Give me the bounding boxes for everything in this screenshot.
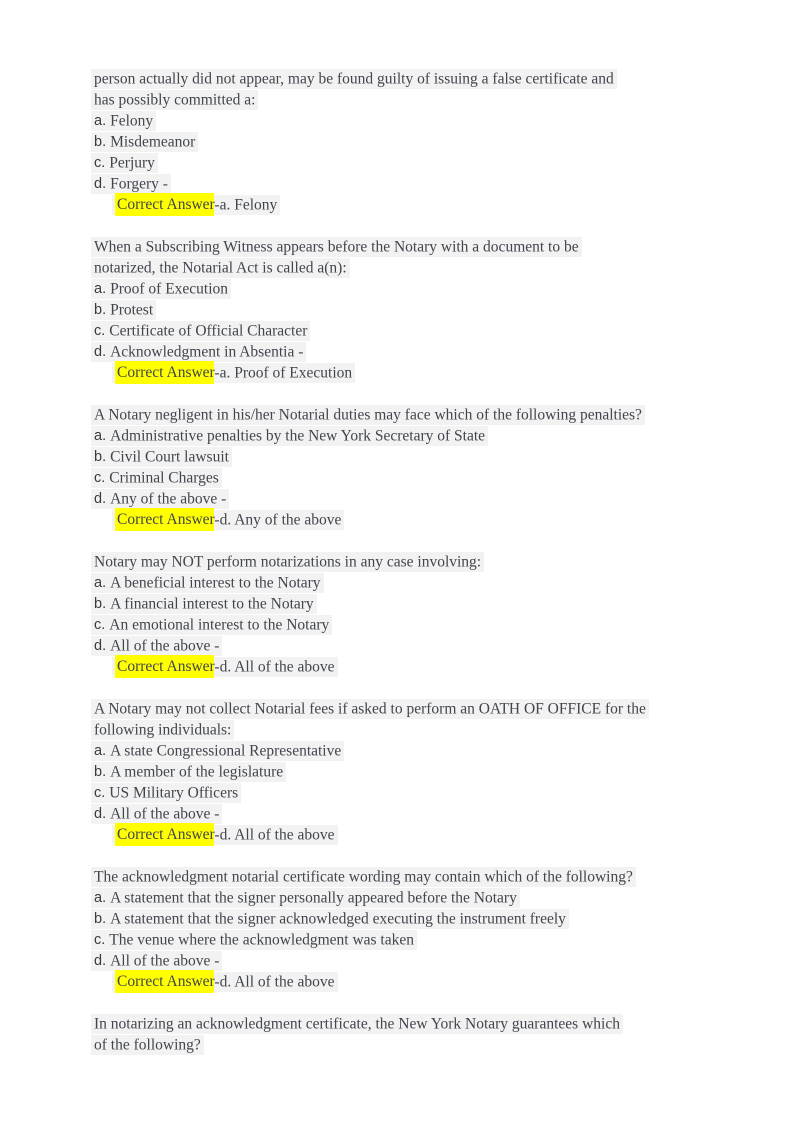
option-text: Administrative penalties by the New York Secretary of State bbox=[110, 427, 486, 444]
option-highlight bbox=[91, 909, 569, 929]
option-highlight bbox=[91, 804, 222, 824]
question-line bbox=[91, 68, 764, 89]
option-highlight bbox=[91, 174, 171, 194]
question-block bbox=[91, 551, 764, 677]
option-line bbox=[91, 908, 764, 929]
option-text: A statement that the signer acknowledged executing the instrument freely bbox=[110, 910, 566, 927]
question-text: notarized, the Notarial Act is called a(n): bbox=[91, 258, 350, 278]
option-highlight bbox=[91, 153, 158, 173]
option-line bbox=[91, 173, 764, 194]
question-text: A Notary may not collect Notarial fees if asked to perform an OATH OF OFFICE for the bbox=[91, 699, 649, 719]
question-block bbox=[91, 698, 764, 845]
option-text: All of the above - bbox=[110, 952, 220, 969]
question-line bbox=[91, 698, 764, 719]
answer-text: -d. All of the above bbox=[214, 826, 335, 843]
option-line bbox=[91, 614, 764, 635]
correct-answer-label: Correct Answer bbox=[115, 193, 214, 216]
option-line bbox=[91, 929, 764, 950]
option-letter: d. bbox=[94, 806, 107, 822]
option-highlight bbox=[91, 930, 417, 950]
option-highlight bbox=[91, 762, 286, 782]
option-line bbox=[91, 782, 764, 803]
option-letter: d. bbox=[94, 344, 107, 360]
option-line bbox=[91, 110, 764, 131]
question-text: In notarizing an acknowledgment certificate, the New York Notary guarantees which bbox=[91, 1014, 623, 1034]
answer-line bbox=[91, 362, 764, 383]
option-highlight bbox=[91, 132, 198, 152]
question-text: of the following? bbox=[91, 1035, 204, 1055]
answer-text: -d. All of the above bbox=[214, 658, 335, 675]
question-block bbox=[91, 1013, 764, 1055]
option-highlight bbox=[91, 321, 310, 341]
option-text: A state Congressional Representative bbox=[110, 742, 342, 759]
option-highlight bbox=[91, 573, 324, 593]
option-text: Protest bbox=[110, 301, 154, 318]
question-line bbox=[91, 89, 764, 110]
option-letter: d. bbox=[94, 491, 107, 507]
correct-answer-label: Correct Answer bbox=[115, 823, 214, 846]
option-letter: c. bbox=[94, 470, 106, 486]
option-letter: a. bbox=[94, 743, 107, 759]
option-letter: c. bbox=[94, 323, 106, 339]
option-letter: d. bbox=[94, 176, 107, 192]
option-line bbox=[91, 320, 764, 341]
question-text: Notary may NOT perform notarizations in any case involving: bbox=[91, 552, 484, 572]
option-highlight bbox=[91, 342, 306, 362]
option-highlight bbox=[91, 594, 317, 614]
option-highlight bbox=[91, 636, 222, 656]
option-line bbox=[91, 635, 764, 656]
option-text: Proof of Execution bbox=[110, 280, 229, 297]
option-highlight bbox=[91, 279, 231, 299]
option-highlight bbox=[91, 489, 229, 509]
option-letter: d. bbox=[94, 638, 107, 654]
answer-line bbox=[91, 656, 764, 677]
option-text: US Military Officers bbox=[109, 784, 239, 801]
option-text: Felony bbox=[110, 112, 154, 129]
option-text: A statement that the signer personally appeared before the Notary bbox=[110, 889, 517, 906]
option-line bbox=[91, 131, 764, 152]
option-letter: c. bbox=[94, 155, 106, 171]
question-text: A Notary negligent in his/her Notarial duties may face which of the following penalties? bbox=[91, 405, 645, 425]
option-text: Forgery - bbox=[110, 175, 168, 192]
option-line bbox=[91, 152, 764, 173]
option-letter: a. bbox=[94, 428, 107, 444]
question-line bbox=[91, 404, 764, 425]
question-block bbox=[91, 866, 764, 992]
option-highlight bbox=[91, 111, 156, 131]
answer-text: -a. Proof of Execution bbox=[214, 364, 353, 381]
answer-text: -d. Any of the above bbox=[214, 511, 342, 528]
option-text: Any of the above - bbox=[110, 490, 227, 507]
question-line bbox=[91, 1013, 764, 1034]
question-line bbox=[91, 257, 764, 278]
question-line bbox=[91, 1034, 764, 1055]
option-text: An emotional interest to the Notary bbox=[109, 616, 330, 633]
answer-line bbox=[91, 971, 764, 992]
correct-answer-label: Correct Answer bbox=[115, 970, 214, 993]
option-letter: c. bbox=[94, 785, 106, 801]
option-letter: a. bbox=[94, 281, 107, 297]
option-line bbox=[91, 887, 764, 908]
option-line bbox=[91, 593, 764, 614]
answer-highlight bbox=[112, 657, 338, 677]
question-line bbox=[91, 719, 764, 740]
option-text: All of the above - bbox=[110, 637, 220, 654]
option-text: Certificate of Official Character bbox=[109, 322, 308, 339]
answer-highlight bbox=[112, 510, 344, 530]
option-line bbox=[91, 299, 764, 320]
option-letter: b. bbox=[94, 302, 107, 318]
answer-highlight bbox=[112, 363, 355, 383]
question-line bbox=[91, 236, 764, 257]
option-letter: b. bbox=[94, 134, 107, 150]
option-text: A member of the legislature bbox=[110, 763, 284, 780]
option-line bbox=[91, 467, 764, 488]
option-line bbox=[91, 278, 764, 299]
option-line bbox=[91, 425, 764, 446]
option-highlight bbox=[91, 783, 241, 803]
question-text: has possibly committed a: bbox=[91, 90, 258, 110]
option-letter: b. bbox=[94, 449, 107, 465]
option-letter: b. bbox=[94, 764, 107, 780]
option-letter: c. bbox=[94, 617, 106, 633]
option-text: The venue where the acknowledgment was taken bbox=[109, 931, 414, 948]
option-highlight bbox=[91, 741, 344, 761]
question-block bbox=[91, 404, 764, 530]
option-letter: d. bbox=[94, 953, 107, 969]
question-line bbox=[91, 551, 764, 572]
option-letter: a. bbox=[94, 575, 107, 591]
option-letter: a. bbox=[94, 113, 107, 129]
answer-line bbox=[91, 509, 764, 530]
option-line bbox=[91, 761, 764, 782]
question-line bbox=[91, 866, 764, 887]
option-text: Civil Court lawsuit bbox=[110, 448, 229, 465]
option-line bbox=[91, 740, 764, 761]
option-highlight bbox=[91, 888, 520, 908]
option-text: A financial interest to the Notary bbox=[110, 595, 314, 612]
option-letter: c. bbox=[94, 932, 106, 948]
answer-highlight bbox=[112, 972, 338, 992]
question-text: The acknowledgment notarial certificate wording may contain which of the following? bbox=[91, 867, 636, 887]
correct-answer-label: Correct Answer bbox=[115, 361, 214, 384]
option-highlight bbox=[91, 951, 222, 971]
option-line bbox=[91, 446, 764, 467]
option-text: Acknowledgment in Absentia - bbox=[110, 343, 304, 360]
answer-highlight bbox=[112, 825, 338, 845]
option-highlight bbox=[91, 447, 232, 467]
option-line bbox=[91, 341, 764, 362]
question-block bbox=[91, 68, 764, 215]
option-letter: b. bbox=[94, 596, 107, 612]
option-letter: a. bbox=[94, 890, 107, 906]
answer-text: -d. All of the above bbox=[214, 973, 335, 990]
option-text: Misdemeanor bbox=[110, 133, 196, 150]
option-text: Criminal Charges bbox=[109, 469, 219, 486]
option-line bbox=[91, 803, 764, 824]
option-highlight bbox=[91, 426, 488, 446]
option-text: All of the above - bbox=[110, 805, 220, 822]
option-text: Perjury bbox=[109, 154, 155, 171]
question-text: person actually did not appear, may be found guilty of issuing a false certificate and bbox=[91, 69, 617, 89]
correct-answer-label: Correct Answer bbox=[115, 508, 214, 531]
answer-text: -a. Felony bbox=[214, 196, 278, 213]
question-text: When a Subscribing Witness appears before the Notary with a document to be bbox=[91, 237, 582, 257]
option-highlight bbox=[91, 468, 222, 488]
option-line bbox=[91, 488, 764, 509]
option-letter: b. bbox=[94, 911, 107, 927]
option-highlight bbox=[91, 615, 332, 635]
answer-highlight bbox=[112, 195, 280, 215]
question-text: following individuals: bbox=[91, 720, 234, 740]
answer-line bbox=[91, 194, 764, 215]
option-highlight bbox=[91, 300, 156, 320]
option-line bbox=[91, 950, 764, 971]
option-text: A beneficial interest to the Notary bbox=[110, 574, 321, 591]
correct-answer-label: Correct Answer bbox=[115, 655, 214, 678]
question-block bbox=[91, 236, 764, 383]
option-line bbox=[91, 572, 764, 593]
answer-line bbox=[91, 824, 764, 845]
